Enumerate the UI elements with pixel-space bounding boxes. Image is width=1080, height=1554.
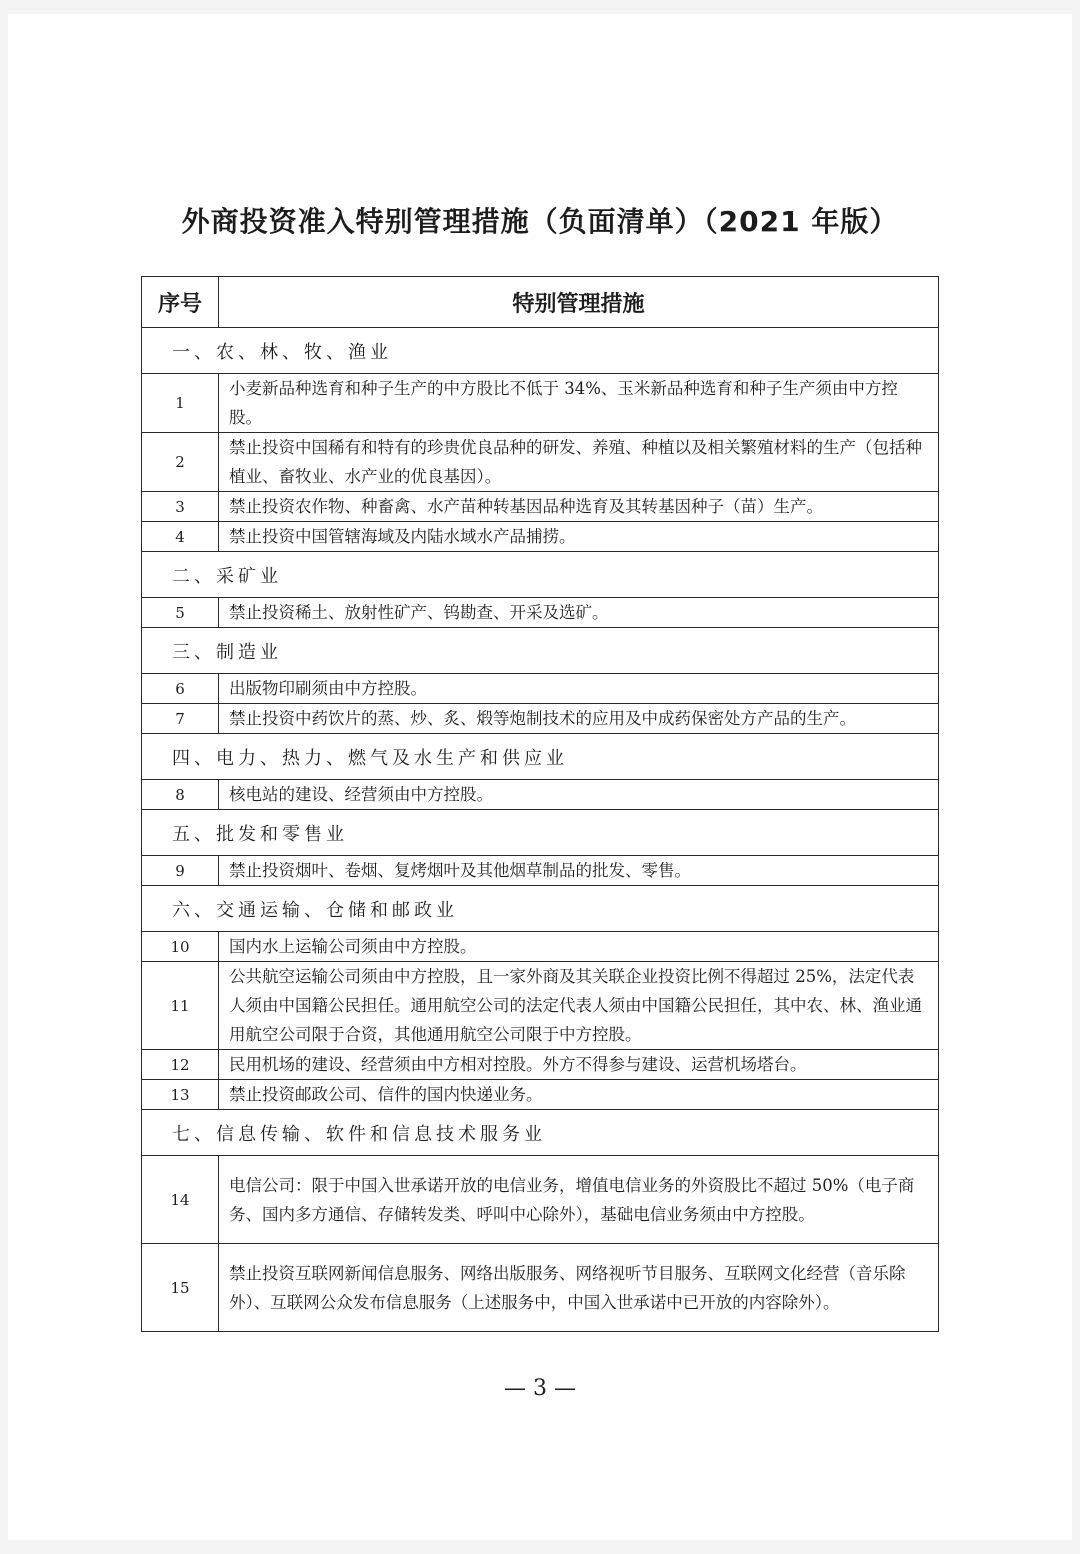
table-row xyxy=(142,598,939,628)
row-number: 15 xyxy=(142,1244,219,1332)
section-title: 六、交通运输、仓储和邮政业 xyxy=(142,886,939,932)
header-number: 序号 xyxy=(142,277,219,328)
document-title: 外商投资准入特别管理措施（负面清单）（2021 年版） xyxy=(181,205,899,238)
row-number: 4 xyxy=(142,522,219,552)
row-number: 5 xyxy=(142,598,219,628)
row-measure-text: 电信公司：限于中国入世承诺开放的电信业务，增值电信业务的外资股比不超过 50%（电子商务、国内多方通信、存储转发类、呼叫中心除外），基础电信业务须由中方控股。 xyxy=(219,1156,939,1244)
row-measure-text: 禁止投资互联网新闻信息服务、网络出版服务、网络视听节目服务、互联网文化经营（音乐除外）、互联网公众发布信息服务（上述服务中，中国入世承诺中已开放的内容除外）。 xyxy=(219,1244,939,1332)
row-number: 6 xyxy=(142,674,219,704)
table-row xyxy=(142,1050,939,1080)
row-number: 7 xyxy=(142,704,219,734)
row-number: 12 xyxy=(142,1050,219,1080)
row-measure-text: 民用机场的建设、经营须由中方相对控股。外方不得参与建设、运营机场塔台。 xyxy=(219,1050,939,1080)
section-title: 五、批发和零售业 xyxy=(142,810,939,856)
table-row xyxy=(142,492,939,522)
table-row xyxy=(142,1080,939,1110)
section-title: 四、电力、热力、燃气及水生产和供应业 xyxy=(142,734,939,780)
section-row xyxy=(142,628,939,674)
section-row xyxy=(142,1110,939,1156)
section-row xyxy=(142,328,939,374)
table-header-row xyxy=(142,277,939,328)
row-measure-text: 出版物印刷须由中方控股。 xyxy=(219,674,939,704)
table-row xyxy=(142,433,939,492)
row-number: 1 xyxy=(142,374,219,433)
row-measure-text: 禁止投资烟叶、卷烟、复烤烟叶及其他烟草制品的批发、零售。 xyxy=(219,856,939,886)
section-title: 一、农、林、牧、渔业 xyxy=(142,328,939,374)
row-measure-text: 禁止投资中国管辖海域及内陆水域水产品捕捞。 xyxy=(219,522,939,552)
row-measure-text: 禁止投资中国稀有和特有的珍贵优良品种的研发、养殖、种植以及相关繁殖材料的生产（包括种植业、畜牧业、水产业的优良基因）。 xyxy=(219,433,939,492)
header-measures: 特别管理措施 xyxy=(219,277,939,328)
table-body xyxy=(142,328,939,1332)
negative-list-table xyxy=(141,276,939,1332)
section-title: 三、制造业 xyxy=(142,628,939,674)
section-row xyxy=(142,886,939,932)
row-measure-text: 禁止投资农作物、种畜禽、水产苗种转基因品种选育及其转基因种子（苗）生产。 xyxy=(219,492,939,522)
row-number: 3 xyxy=(142,492,219,522)
row-measure-text: 禁止投资邮政公司、信件的国内快递业务。 xyxy=(219,1080,939,1110)
table-row xyxy=(142,962,939,1050)
row-number: 2 xyxy=(142,433,219,492)
table-row xyxy=(142,1244,939,1332)
table-row xyxy=(142,374,939,433)
table-row xyxy=(142,704,939,734)
section-title: 二、采矿业 xyxy=(142,552,939,598)
row-measure-text: 禁止投资稀土、放射性矿产、钨勘查、开采及选矿。 xyxy=(219,598,939,628)
table-row xyxy=(142,1156,939,1244)
section-row xyxy=(142,734,939,780)
section-row xyxy=(142,810,939,856)
row-measure-text: 公共航空运输公司须由中方控股，且一家外商及其关联企业投资比例不得超过 25%，法定代表人须由中国籍公民担任。通用航空公司的法定代表人须由中国籍公民担任，其中农、林、渔业通用航空公司限于合资，其他通用航空公司限于中方控股。 xyxy=(219,962,939,1050)
table-row xyxy=(142,856,939,886)
row-number: 8 xyxy=(142,780,219,810)
section-title: 七、信息传输、软件和信息技术服务业 xyxy=(142,1110,939,1156)
row-number: 9 xyxy=(142,856,219,886)
table-row xyxy=(142,522,939,552)
section-row xyxy=(142,552,939,598)
row-number: 11 xyxy=(142,962,219,1050)
table-row xyxy=(142,674,939,704)
row-measure-text: 小麦新品种选育和种子生产的中方股比不低于 34%、玉米新品种选育和种子生产须由中方控股。 xyxy=(219,374,939,433)
table-row xyxy=(142,932,939,962)
table-row xyxy=(142,780,939,810)
row-measure-text: 核电站的建设、经营须由中方控股。 xyxy=(219,780,939,810)
row-measure-text: 禁止投资中药饮片的蒸、炒、炙、煅等炮制技术的应用及中成药保密处方产品的生产。 xyxy=(219,704,939,734)
row-number: 14 xyxy=(142,1156,219,1244)
page-number: — 3 — xyxy=(504,1376,576,1401)
row-number: 10 xyxy=(142,932,219,962)
row-number: 13 xyxy=(142,1080,219,1110)
row-measure-text: 国内水上运输公司须由中方控股。 xyxy=(219,932,939,962)
